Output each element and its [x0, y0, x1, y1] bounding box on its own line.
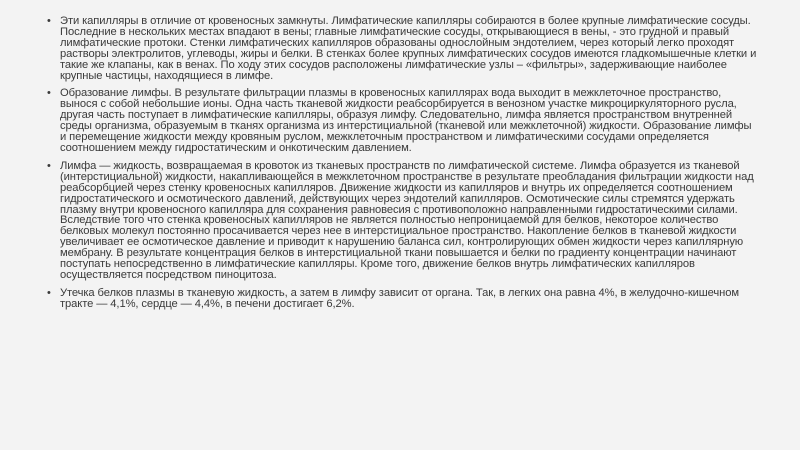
paragraph-text: Лимфа — жидкость, возвращаемая в кровоток из тканевых пространств по лимфатической системе. Лимфа образуется из тканевой (интерстициальной) жидкости, накапливающейся в межклеточном пространстве в результате преобладания фильтрации жидкости над реабсорбцией через стенку кровеносных капилляров. Движение жидкости из капилляров и внутрь их определяется соотношением гидростатического и осмотического давлений, действующих через эндотелий капилляров. Осмотические силы стремятся удержать плазму внутри кровеносного капилляра для сохранения равновесия с противоположно направленными гидростатическими силами. Вследствие того что стенка кровеносных капилляров не является полностью непроницаемой для белков, некоторое количество белковых молекул постоянно просачивается через нее в интерстициальное пространство. Накопление белков в тканевой жидкости увеличивает ее осмотическое давление и приводит к нарушению баланса сил, контролирующих обмен жидкости через капиллярную мембрану. В результате концентрация белков в интерстициальной ткани повышается и белки по градиенту концентрации начинают поступать непосредственно в лимфатические капилляры. Кроме того, движение белков внутрь лимфатических капилляров осуществляется посредством пиноцитоза. [60, 159, 754, 281]
bullet-marker: • [47, 87, 51, 100]
paragraph-text: Эти капилляры в отличие от кровеносных замкнуты. Лимфатические капилляры собираются в более крупные лимфатические сосуды. Последние в нескольких местах впадают в вены; главные лимфатические сосуды, открывающиеся в вены, - это грудной и правый лимфатические протоки. Стенки лимфатических капилляров образованы однослойным эндотелием, через который легко проходят растворы электролитов, углеводы, жиры и белки. В стенках более крупных лимфатических сосудов имеются гладкомышечные клетки и такие же клапаны, как в венах. По ходу этих сосудов расположены лимфатические узлы – «фильтры», задерживающие наиболее крупные частицы, находящиеся в лимфе. [60, 15, 757, 82]
bullet-marker: • [47, 15, 51, 27]
paragraph-capillaries [47, 15, 760, 82]
bullet-marker: • [47, 159, 51, 172]
paragraph-text: Образование лимфы. В результате фильтрации плазмы в кровеносных капиллярах вода выходит в межклеточное пространство, вынося с собой небольшие ионы. Одна часть тканевой жидкости реабсорбируется в венозном участке микроциркуляторного русла, другая часть поступает в лимфатические капилляры, образуя лимфу. Следовательно, лимфа является пространством внутренней среды организма, образуемым в тканях организма из интерстициальной (тканевой или межклеточной) жидкости. Образование лимфы и перемещение жидкости между кровяным руслом, межклеточным пространством и лимфатическими сосудами определяется соотношением между гидростатическим и онкотическим давлением. [60, 87, 752, 154]
bullet-list [47, 15, 760, 310]
paragraph-lymph-definition [47, 159, 760, 281]
paragraph-lymph-formation [47, 87, 760, 154]
paragraph-protein-leakage [47, 286, 760, 310]
bullet-marker: • [47, 286, 51, 299]
paragraph-text: Утечка белков плазмы в тканевую жидкость, а затем в лимфу зависит от органа. Так, в легких она равна 4%, в желудочно-кишечном тракте — 4,1%, сердце — 4,4%, в печени достигает 6,2%. [60, 286, 739, 310]
